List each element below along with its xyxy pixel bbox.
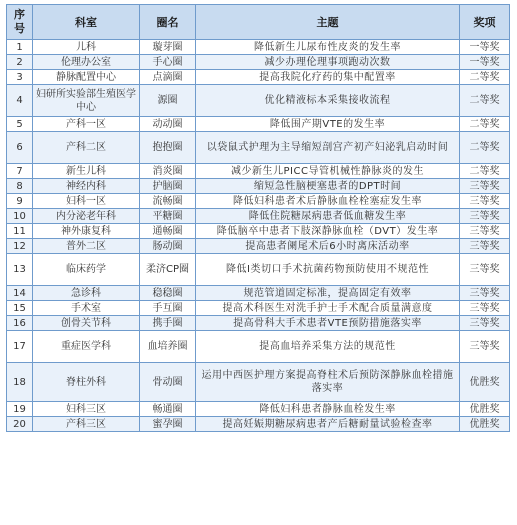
cell-award: 三等奖 [460,331,510,363]
table-row [7,239,510,254]
cell-dept: 内分泌老年科 [33,209,140,224]
cell-no: 15 [7,301,33,316]
cell-no: 5 [7,117,33,132]
cell-topic: 降低妇科患者静脉血栓发生率 [196,402,460,417]
cell-circle: 携手圈 [140,316,196,331]
cell-dept: 神外康复科 [33,224,140,239]
cell-award: 三等奖 [460,224,510,239]
cell-topic: 提高妊娠期糖尿病患者产后糖耐量试验检查率 [196,417,460,432]
cell-topic: 提高血培养采集方法的规范性 [196,331,460,363]
cell-dept: 静脉配置中心 [33,70,140,85]
cell-no: 17 [7,331,33,363]
cell-no: 4 [7,85,33,117]
cell-award: 二等奖 [460,85,510,117]
cell-award: 优胜奖 [460,363,510,402]
table-row [7,164,510,179]
cell-topic: 减少办理伦理事项跑动次数 [196,55,460,70]
header-no: 序号 [7,5,33,40]
cell-topic: 降低新生儿尿布性皮炎的发生率 [196,40,460,55]
cell-award: 一等奖 [460,40,510,55]
cell-no: 6 [7,132,33,164]
cell-dept: 儿科 [33,40,140,55]
cell-dept: 神经内科 [33,179,140,194]
header-award: 奖项 [460,5,510,40]
cell-dept: 产科一区 [33,117,140,132]
cell-no: 1 [7,40,33,55]
cell-circle: 点滴圈 [140,70,196,85]
cell-no: 8 [7,179,33,194]
header-row [7,5,510,40]
cell-circle: 蜜孕圈 [140,417,196,432]
cell-topic: 缩短急性脑梗塞患者的DPT时间 [196,179,460,194]
table-row [7,224,510,239]
cell-topic: 以袋鼠式护理为主导缩短剖宫产初产妇泌乳启动时间 [196,132,460,164]
cell-award: 三等奖 [460,301,510,316]
cell-award: 二等奖 [460,117,510,132]
table-header [7,5,510,40]
cell-dept: 产科二区 [33,132,140,164]
cell-award: 三等奖 [460,254,510,286]
cell-no: 11 [7,224,33,239]
cell-circle: 平糖圈 [140,209,196,224]
cell-topic: 减少新生儿PICC导管机械性静脉炎的发生 [196,164,460,179]
cell-dept: 妇研所实验部生殖医学中心 [33,85,140,117]
cell-circle: 血培养圈 [140,331,196,363]
cell-topic: 降低脑卒中患者下肢深静脉血栓（DVT）发生率 [196,224,460,239]
cell-award: 二等奖 [460,70,510,85]
cell-topic: 提高骨科大手术患者VTE预防措施落实率 [196,316,460,331]
cell-circle: 通畅圈 [140,224,196,239]
awards-table [6,4,510,432]
cell-topic: 优化精液标本采集接收流程 [196,85,460,117]
cell-circle: 稳稳圈 [140,286,196,301]
cell-topic: 降低住院糖尿病患者低血糖发生率 [196,209,460,224]
cell-dept: 临床药学 [33,254,140,286]
cell-award: 三等奖 [460,179,510,194]
cell-circle: 动动圈 [140,117,196,132]
cell-no: 9 [7,194,33,209]
cell-no: 14 [7,286,33,301]
cell-circle: 手互圈 [140,301,196,316]
cell-award: 二等奖 [460,164,510,179]
cell-no: 3 [7,70,33,85]
cell-award: 三等奖 [460,209,510,224]
cell-circle: 消炎圈 [140,164,196,179]
cell-topic: 运用中西医护理方案提高脊柱术后预防深静脉血栓措施落实率 [196,363,460,402]
table-row [7,316,510,331]
cell-dept: 重症医学科 [33,331,140,363]
cell-dept: 脊柱外科 [33,363,140,402]
cell-dept: 手术室 [33,301,140,316]
table-row [7,331,510,363]
cell-award: 优胜奖 [460,402,510,417]
cell-award: 优胜奖 [460,417,510,432]
cell-circle: 源圈 [140,85,196,117]
cell-dept: 新生儿科 [33,164,140,179]
cell-no: 20 [7,417,33,432]
table-row [7,40,510,55]
cell-topic: 降低Ⅰ类切口手术抗菌药物预防使用不规范性 [196,254,460,286]
table-row [7,179,510,194]
table-row [7,70,510,85]
cell-dept: 伦理办公室 [33,55,140,70]
table-row [7,402,510,417]
cell-topic: 提高我院化疗药的集中配置率 [196,70,460,85]
cell-circle: 护脑圈 [140,179,196,194]
cell-dept: 普外二区 [33,239,140,254]
table-row [7,254,510,286]
cell-no: 16 [7,316,33,331]
table-row [7,117,510,132]
cell-no: 13 [7,254,33,286]
cell-topic: 降低妇科患者术后静脉血栓栓塞症发生率 [196,194,460,209]
cell-dept: 妇科三区 [33,402,140,417]
cell-award: 三等奖 [460,194,510,209]
cell-no: 2 [7,55,33,70]
cell-no: 10 [7,209,33,224]
cell-topic: 提高患者阑尾术后6小时离床活动率 [196,239,460,254]
table-row [7,55,510,70]
cell-circle: 柔济CP圈 [140,254,196,286]
table-row [7,85,510,117]
cell-dept: 创骨关节科 [33,316,140,331]
table-row [7,194,510,209]
cell-topic: 提高术科医生对洗手护士手术配合质量满意度 [196,301,460,316]
cell-award: 三等奖 [460,239,510,254]
cell-circle: 流畅圈 [140,194,196,209]
table-body [7,40,510,432]
header-circle: 圈名 [140,5,196,40]
table-row [7,417,510,432]
cell-circle: 抱抱圈 [140,132,196,164]
table-row [7,301,510,316]
cell-no: 19 [7,402,33,417]
cell-no: 12 [7,239,33,254]
cell-circle: 璇芽圈 [140,40,196,55]
table-row [7,363,510,402]
cell-award: 二等奖 [460,132,510,164]
cell-circle: 骨动圈 [140,363,196,402]
table-row [7,286,510,301]
header-topic: 主题 [196,5,460,40]
cell-award: 一等奖 [460,55,510,70]
table-row [7,132,510,164]
cell-no: 7 [7,164,33,179]
awards-table-container [6,4,510,432]
cell-circle: 畅通圈 [140,402,196,417]
table-row [7,209,510,224]
cell-no: 18 [7,363,33,402]
header-dept: 科室 [33,5,140,40]
cell-award: 三等奖 [460,286,510,301]
cell-circle: 手心圈 [140,55,196,70]
cell-topic: 规范管道固定标准，提高固定有效率 [196,286,460,301]
cell-dept: 急诊科 [33,286,140,301]
cell-dept: 妇科一区 [33,194,140,209]
cell-award: 三等奖 [460,316,510,331]
cell-topic: 降低围产期VTE的发生率 [196,117,460,132]
cell-circle: 肠动圈 [140,239,196,254]
cell-dept: 产科三区 [33,417,140,432]
